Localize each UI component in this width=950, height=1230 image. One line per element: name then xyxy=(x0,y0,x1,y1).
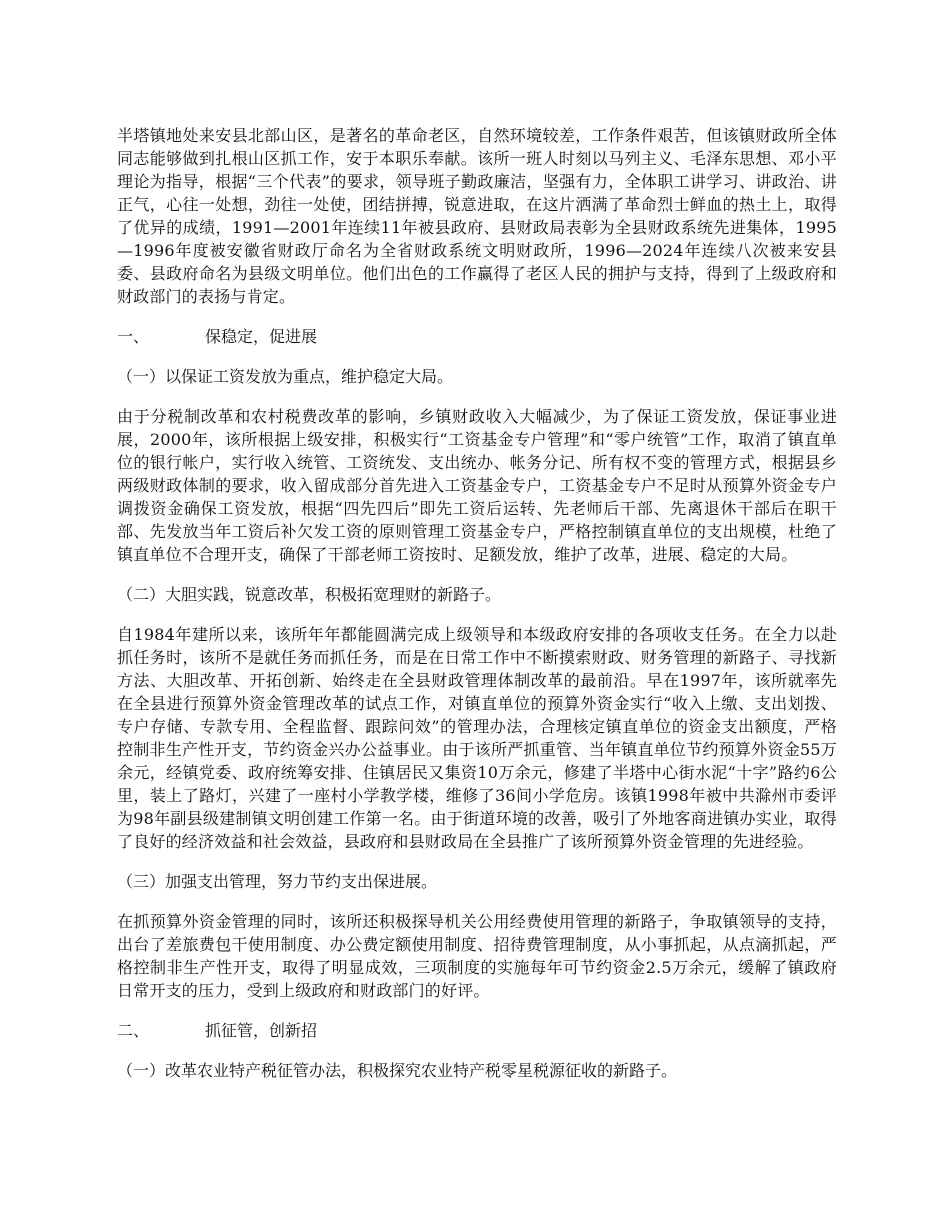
subsection-heading: （一）改革农业特产税征管办法，积极探究农业特产税零星税源征收的新路子。 xyxy=(117,1061,678,1080)
body-paragraph: 由于分税制改革和农村税费改革的影响，乡镇财政收入大幅减少，为了保证工资发放，保证事业进展，2000年，该所根据上级安排，积极实行“工资基金专户管理”和“零户统管”工作，取消了镇直单位的银行帐户，实行收入统管、工资统发、支出统办、帐务分记、所有权不变的管理方式，根据县乡两级财政体制的要求，收入留成部分首先进入工资基金专户，工资基金专户不足时从预算外资金专户调拨资金确保工资发放，根据“四先四后”即先工资后运转、先老师后干部、先离退休干部后在职干部、先发放当年工资后补欠发工资的原则管理工资基金专户，严格控制镇直单位的支出规模，杜绝了镇直单位不合理开支，确保了干部老师工资按时、足额发放，维护了改革，进展、稳定的大局。 xyxy=(117,407,837,564)
section-number: 二、 xyxy=(117,1021,150,1040)
document-page xyxy=(117,124,837,1082)
intro-paragraph: 半塔镇地处来安县北部山区，是著名的革命老区，自然环境较差，工作条件艰苦，但该镇财政所全体同志能够做到扎根山区抓工作，安于本职乐奉献。该所一班人时刻以马列主义、毛泽东思想、邓小平理论为指导，根据“三个代表”的要求，领导班子勤政廉洁，坚强有力，全体职工讲学习、讲政治、讲正气，心往一处想，劲往一处使，团结拼搏，锐意进取，在这片洒满了革命烈士鲜血的热土上，取得了优异的成绩，1991—2001年连续11年被县政府、县财政局表彰为全县财政系统先进集体，1995—1996年度被安徽省财政厅命名为全省财政系统文明财政所，1996—2024年连续八次被来安县委、县政府命名为县级文明单位。他们出色的工作赢得了老区人民的拥护与支持，得到了上级政府和财政部门的表扬与肯定。 xyxy=(117,126,837,306)
section-heading-1 xyxy=(117,325,837,348)
body-paragraph: 自1984年建所以来，该所年年都能圆满完成上级领导和本级政府安排的各项收支任务。在全力以赴抓任务时，该所不是就任务而抓任务，而是在日常工作中不断摸索财政、财务管理的新路子、寻找新方法、大胆改革、开拓创新、始终走在全县财政管理体制改革的最前沿。早在1997年，该所就率先在全县进行预算外资金管理改革的试点工作，对镇直单位的预算外资金实行“收入上缴、支出划拨、专户存储、专款专用、全程监督、跟踪问效”的管理办法，合理核定镇直单位的资金支出额度，严格控制非生产性开支，节约资金兴办公益事业。由于该所严抓重管、当年镇直单位节约预算外资金55万余元，经镇党委、政府统筹安排、住镇居民又集资10万余元，修建了半塔中心街水泥“十字”路约6公里，装上了路灯，兴建了一座村小学教学楼，维修了36间小学危房。该镇1998年被中共滁州市委评为98年副县级建制镇文明创建工作第一名。由于街道环境的改善，吸引了外地客商进镇办实业，取得了良好的经济效益和社会效益，县政府和县财政局在全县推广了该所预算外资金管理的先进经验。 xyxy=(117,625,837,851)
subsection-heading: （三）加强支出管理，努力节约支出保进展。 xyxy=(117,872,438,891)
body-paragraph: 在抓预算外资金管理的同时，该所还积极探导机关公用经费使用管理的新路子，争取镇领导的支持，出台了差旅费包干使用制度、办公费定额使用制度、招待费管理制度，从小事抓起，从点滴抓起，严格控制非生产性开支，取得了明显成效，三项制度的实施每年可节约资金2.5万余元，缓解了镇政府日常开支的压力，受到上级政府和财政部门的好评。 xyxy=(117,912,837,1000)
section-heading-2 xyxy=(117,1019,837,1042)
section-title: 保稳定，促进展 xyxy=(205,327,318,346)
subsection-heading: （一）以保证工资发放为重点，维护稳定大局。 xyxy=(117,367,454,386)
section-title: 抓征管，创新招 xyxy=(205,1021,318,1040)
section-number: 一、 xyxy=(117,327,150,346)
subsection-heading: （二）大胆实践，锐意改革，积极拓宽理财的新路子。 xyxy=(117,585,502,604)
